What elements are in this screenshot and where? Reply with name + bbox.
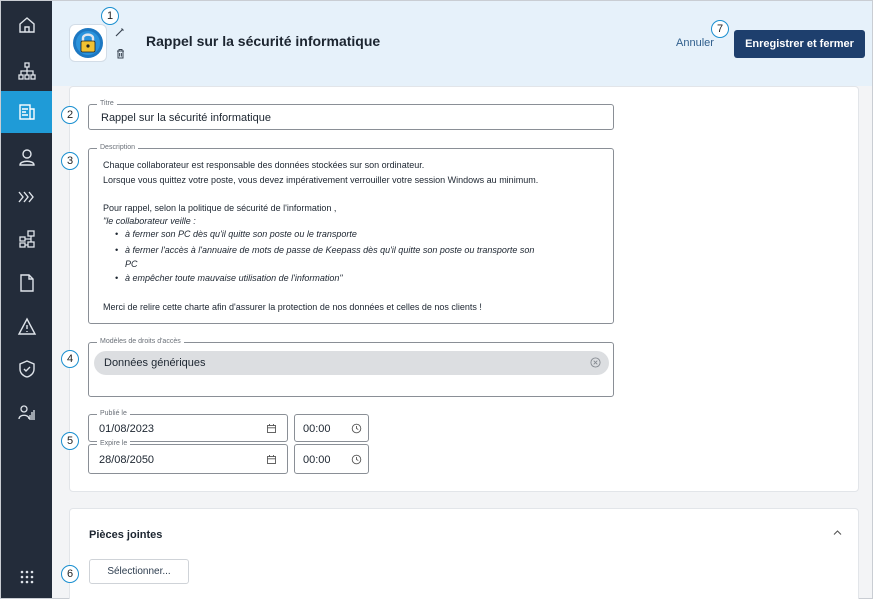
published-date-value: 01/08/2023 (99, 423, 155, 435)
sidebar-item-risks[interactable] (1, 307, 52, 347)
published-date-label: Publié le (97, 409, 130, 419)
description-field[interactable] (88, 144, 614, 324)
description-line: Merci de relire cette charte afin d'assurer la protection de nos données et celles de nos clients ! (103, 302, 482, 312)
page-title: Rappel sur la sécurité informatique (146, 33, 381, 49)
access-models-field[interactable] (88, 338, 614, 397)
annotation-marker: 4 (61, 350, 79, 368)
description-line: "le collaborateur veille : (103, 216, 196, 226)
calendar-icon[interactable] (266, 423, 277, 434)
bullet-marker: • (115, 245, 119, 255)
trash-icon[interactable] (115, 48, 126, 59)
sidebar-item-organization[interactable] (1, 51, 52, 91)
expiry-date-field[interactable] (88, 440, 288, 474)
shield-check-icon (17, 359, 37, 379)
access-model-chip-label: Données génériques (104, 357, 206, 369)
description-line: Pour rappel, selon la politique de sécurité de l'information , (103, 203, 337, 213)
apps-grid-icon (17, 567, 37, 587)
org-chart-icon (17, 61, 37, 81)
clock-icon[interactable] (351, 423, 362, 434)
access-models-label: Modèles de droits d'accès (97, 337, 184, 347)
annotation-marker: 6 (61, 565, 79, 583)
annotation-marker: 7 (711, 20, 729, 38)
sidebar-item-security[interactable] (1, 349, 52, 389)
edit-pencil-icon[interactable] (114, 27, 125, 38)
file-icon (17, 273, 37, 293)
access-model-chip[interactable] (94, 351, 609, 375)
warning-icon (17, 317, 37, 337)
select-file-button[interactable]: Sélectionner... (89, 559, 189, 584)
title-field-label: Titre (97, 99, 117, 109)
expiry-date-value: 28/08/2050 (99, 454, 155, 466)
published-time-value: 00:00 (303, 423, 331, 435)
user-chart-icon (17, 403, 37, 423)
clock-icon[interactable] (351, 454, 362, 465)
expiry-date-label: Expire le (97, 439, 130, 449)
annotation-marker: 1 (101, 7, 119, 25)
title-field[interactable] (88, 100, 614, 130)
remove-chip-icon[interactable] (590, 357, 601, 368)
title-field-value: Rappel sur la sécurité informatique (101, 112, 271, 124)
annotation-marker: 3 (61, 152, 79, 170)
bullet-marker: • (115, 273, 119, 283)
description-line: Lorsque vous quittez votre poste, vous devez impérativement verrouiller votre session Windows au minimum. (103, 175, 539, 185)
sidebar-item-hierarchy[interactable] (1, 219, 52, 259)
expiry-time-field[interactable] (294, 444, 369, 474)
description-field-label: Description (97, 143, 138, 153)
sidebar (1, 1, 52, 598)
sidebar-item-documents[interactable] (1, 91, 52, 133)
expiry-time-value: 00:00 (303, 454, 331, 466)
description-line: Chaque collaborateur est responsable des données stockées sur son ordinateur. (103, 160, 425, 170)
annotation-marker: 5 (61, 432, 79, 450)
sidebar-item-processes[interactable] (1, 177, 52, 217)
calendar-icon[interactable] (266, 454, 277, 465)
description-line: PC (125, 259, 138, 269)
chevron-up-icon[interactable] (832, 527, 843, 538)
description-line: à empêcher toute mauvaise utilisation de l'information" (125, 273, 343, 283)
user-icon (17, 147, 37, 167)
attachments-title: Pièces jointes (89, 529, 163, 541)
annotation-marker: 2 (61, 106, 79, 124)
cancel-button[interactable]: Annuler (676, 37, 714, 49)
document-avatar[interactable] (69, 24, 107, 62)
document-icon (17, 102, 37, 122)
sidebar-item-files[interactable] (1, 263, 52, 303)
sidebar-item-home[interactable] (1, 5, 52, 45)
bullet-marker: • (115, 229, 119, 239)
published-time-field[interactable] (294, 414, 369, 442)
sidebar-item-users[interactable] (1, 137, 52, 177)
chevrons-icon (17, 187, 37, 207)
attachments-card (69, 508, 859, 599)
padlock-icon (72, 27, 104, 59)
save-and-close-button[interactable]: Enregistrer et fermer (734, 30, 865, 58)
published-date-field[interactable] (88, 410, 288, 442)
sidebar-item-apps[interactable] (1, 557, 52, 597)
home-icon (17, 15, 37, 35)
sidebar-item-reports[interactable] (1, 393, 52, 433)
description-line: à fermer son PC dès qu'il quitte son poste ou le transporte (125, 229, 357, 239)
hierarchy-icon (17, 229, 37, 249)
description-line: à fermer l'accès à l'annuaire de mots de passe de Keepass dès qu'il quitte son poste ou transporte son (125, 245, 535, 255)
